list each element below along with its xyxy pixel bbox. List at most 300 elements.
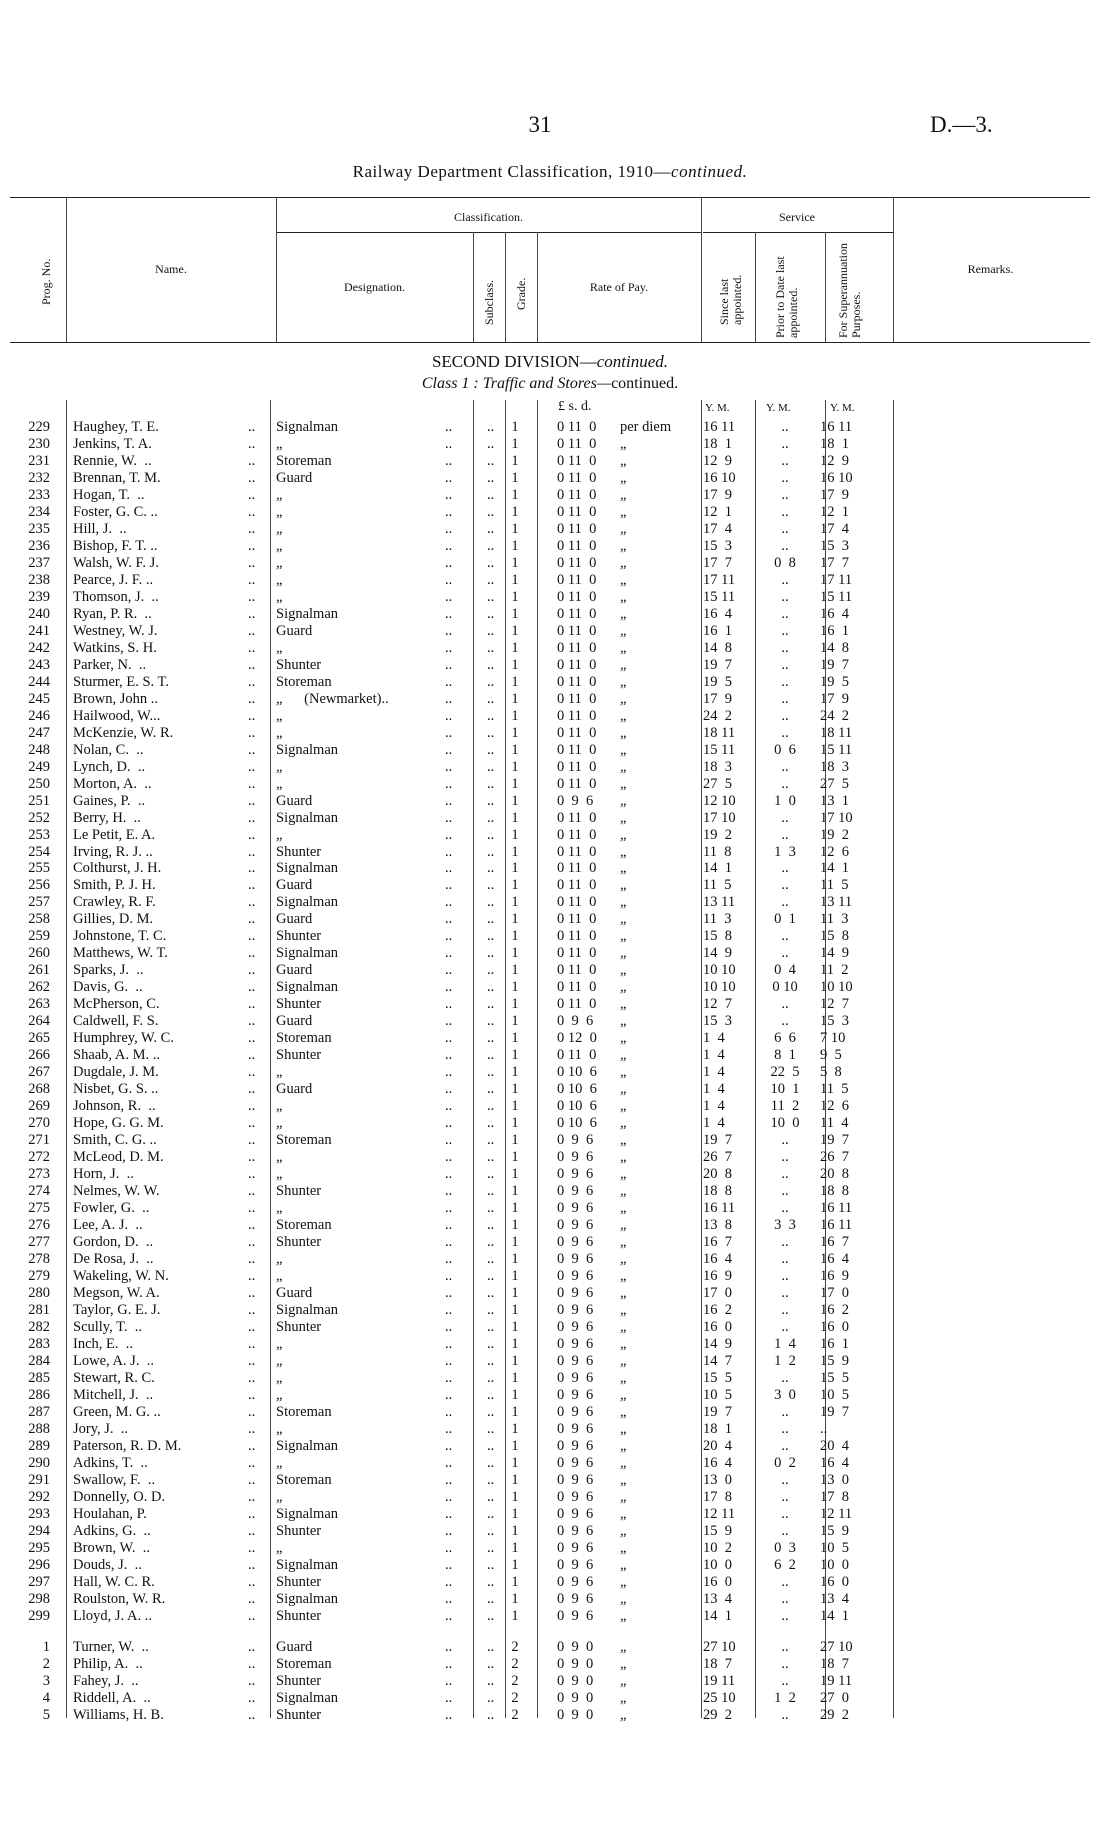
prog-no: 257 xyxy=(28,894,50,911)
rate-period: „ xyxy=(620,1505,627,1522)
employee-name: Roulston, W. R. xyxy=(73,1590,166,1607)
leader-dots: .. xyxy=(248,1706,256,1723)
rate-period: „ xyxy=(620,1454,627,1471)
employee-name: Johnson, R. .. xyxy=(73,1098,156,1115)
prior-to-date: .. xyxy=(781,1318,789,1335)
leader-dots: .. xyxy=(248,1638,256,1655)
since-last-appointed: 12 7 xyxy=(703,996,732,1013)
since-last-appointed: 15 11 xyxy=(703,741,736,758)
grade: 2 xyxy=(511,1706,519,1723)
leader-dots: .. xyxy=(248,1047,256,1064)
superannuation: 17 4 xyxy=(820,520,849,537)
leader-dots: .. xyxy=(248,724,256,741)
since-last-appointed: 16 11 xyxy=(703,1200,736,1217)
since-last-appointed: 17 4 xyxy=(703,520,732,537)
since-last-appointed: 15 3 xyxy=(703,537,732,554)
prior-to-date: 0 2 xyxy=(774,1454,796,1471)
since-last-appointed: 11 5 xyxy=(703,877,732,894)
rate-of-pay: 0 10 6 xyxy=(557,1098,597,1115)
header-super-text: For Superannuation Purposes. xyxy=(836,243,863,338)
employee-name: Turner, W. .. xyxy=(73,1638,149,1655)
rate-of-pay: 0 9 6 xyxy=(557,1132,594,1149)
designation: Signalman xyxy=(276,605,339,622)
grade: 1 xyxy=(511,639,519,656)
grade: 1 xyxy=(511,894,519,911)
designation: Guard xyxy=(276,877,313,894)
leader-dots: .. xyxy=(487,792,495,809)
grade: 1 xyxy=(511,860,519,877)
rate-of-pay: 0 10 6 xyxy=(557,1081,597,1098)
since-last-appointed: 17 0 xyxy=(703,1284,732,1301)
grade: 1 xyxy=(511,1098,519,1115)
leader-dots: .. xyxy=(445,1573,453,1590)
since-last-appointed: 16 4 xyxy=(703,605,732,622)
rate-of-pay: 0 10 6 xyxy=(557,1115,597,1132)
rate-of-pay: 0 9 6 xyxy=(557,1234,594,1251)
table-row xyxy=(0,1472,1100,1489)
leader-dots: .. xyxy=(248,1081,256,1098)
leader-dots: .. xyxy=(248,1301,256,1318)
rate-of-pay: 0 11 0 xyxy=(557,945,597,962)
since-last-appointed: 18 3 xyxy=(703,758,732,775)
designation: Shunter xyxy=(276,996,322,1013)
divider-subclass xyxy=(505,232,506,342)
rate-of-pay: 0 11 0 xyxy=(557,894,597,911)
designation: Signalman xyxy=(276,894,339,911)
prog-no: 278 xyxy=(28,1251,50,1268)
table-row xyxy=(0,1319,1100,1336)
prog-no: 259 xyxy=(28,928,50,945)
designation: Shunter xyxy=(276,1573,322,1590)
leader-dots: .. xyxy=(445,1268,453,1284)
prior-to-date: .. xyxy=(781,571,789,588)
designation: Shunter xyxy=(276,1706,322,1723)
grade: 1 xyxy=(511,843,519,860)
designation: Shunter xyxy=(276,1318,322,1335)
leader-dots: .. xyxy=(487,707,495,724)
leader-dots: .. xyxy=(445,673,453,690)
rate-of-pay: 0 11 0 xyxy=(557,520,597,537)
class-name: Traffic and Stores— xyxy=(482,375,612,392)
leader-dots: .. xyxy=(445,1638,453,1655)
leader-dots: .. xyxy=(487,1149,495,1166)
designation: Shunter xyxy=(276,1234,322,1251)
superannuation: 19 5 xyxy=(820,673,849,690)
grade: 1 xyxy=(511,1607,519,1624)
leader-dots: .. xyxy=(445,894,453,911)
prog-no: 4 xyxy=(42,1689,50,1706)
employee-name: Taylor, G. E. J. xyxy=(73,1301,161,1318)
table-row xyxy=(0,1183,1100,1200)
since-last-appointed: 12 11 xyxy=(703,1505,736,1522)
prog-no: 298 xyxy=(28,1590,50,1607)
prog-no: 270 xyxy=(28,1115,50,1132)
prog-no: 232 xyxy=(28,469,50,486)
leader-dots: .. xyxy=(248,554,256,571)
since-last-appointed: 15 11 xyxy=(703,588,736,605)
designation: „ xyxy=(276,724,283,741)
prior-to-date: .. xyxy=(781,452,789,469)
leader-dots: .. xyxy=(248,1318,256,1335)
prior-to-date: .. xyxy=(781,826,789,843)
prior-to-date: .. xyxy=(781,1505,789,1522)
rate-period: „ xyxy=(620,1284,627,1301)
employee-name: Sparks, J. .. xyxy=(73,962,144,979)
designation: Guard xyxy=(276,1081,313,1098)
superannuation: 19 11 xyxy=(820,1672,853,1689)
employee-name: Paterson, R. D. M. xyxy=(73,1437,182,1454)
superannuation: 10 0 xyxy=(820,1556,849,1573)
grade: 1 xyxy=(511,945,519,962)
leader-dots: .. xyxy=(248,1488,256,1505)
leader-dots: .. xyxy=(445,1454,453,1471)
leader-dots: .. xyxy=(248,452,256,469)
table-row xyxy=(0,1591,1100,1608)
table-row xyxy=(0,657,1100,674)
rate-of-pay: 0 9 6 xyxy=(557,1369,594,1386)
table-row xyxy=(0,572,1100,589)
superannuation: 18 8 xyxy=(820,1183,849,1200)
designation: „ xyxy=(276,571,283,588)
rate-of-pay: 0 9 6 xyxy=(557,1590,594,1607)
prior-to-date: .. xyxy=(781,1706,789,1723)
leader-dots: .. xyxy=(487,1386,495,1403)
designation: „ xyxy=(276,758,283,775)
leader-dots: .. xyxy=(487,724,495,741)
leader-dots: .. xyxy=(487,588,495,605)
leader-dots: .. xyxy=(487,1234,495,1251)
employee-name: Lee, A. J. .. xyxy=(73,1217,143,1234)
leader-dots: .. xyxy=(487,894,495,911)
prog-no: 233 xyxy=(28,486,50,503)
rate-of-pay: 0 11 0 xyxy=(557,911,597,928)
since-last-appointed: 10 2 xyxy=(703,1539,732,1556)
superannuation: 16 4 xyxy=(820,1251,849,1268)
superannuation: 15 3 xyxy=(820,1013,849,1030)
designation: „ xyxy=(276,1268,283,1284)
table-title-main: Railway Department Classification, 1910— xyxy=(352,162,672,181)
table-row xyxy=(0,860,1100,877)
leader-dots: .. xyxy=(487,1706,495,1723)
leader-dots: .. xyxy=(487,622,495,639)
designation: Guard xyxy=(276,1284,313,1301)
prior-to-date: .. xyxy=(781,1132,789,1149)
leader-dots: .. xyxy=(445,1386,453,1403)
designation: Guard xyxy=(276,792,313,809)
leader-dots: .. xyxy=(445,452,453,469)
prog-no: 249 xyxy=(28,758,50,775)
leader-dots: .. xyxy=(487,775,495,792)
leader-dots: .. xyxy=(248,1284,256,1301)
prog-no: 3 xyxy=(42,1672,50,1689)
since-last-appointed: 14 7 xyxy=(703,1352,732,1369)
rate-period: „ xyxy=(620,1689,627,1706)
table-row xyxy=(0,1707,1100,1724)
rate-period: „ xyxy=(620,860,627,877)
employee-name: Horn, J. .. xyxy=(73,1166,134,1183)
rate-period: „ xyxy=(620,877,627,894)
designation: „ xyxy=(276,826,283,843)
rate-of-pay: 0 9 6 xyxy=(557,1573,594,1590)
rate-of-pay: 0 9 6 xyxy=(557,1183,594,1200)
table-row xyxy=(0,759,1100,776)
rate-period: „ xyxy=(620,1081,627,1098)
table-row xyxy=(0,1438,1100,1455)
designation: Storeman xyxy=(276,1655,332,1672)
rate-period: „ xyxy=(620,1013,627,1030)
table-row xyxy=(0,487,1100,504)
rate-of-pay: 0 9 6 xyxy=(557,1268,594,1284)
prog-no: 2 xyxy=(42,1655,50,1672)
prior-to-date: .. xyxy=(781,1149,789,1166)
leader-dots: .. xyxy=(445,809,453,826)
grade: 1 xyxy=(511,826,519,843)
superannuation: 13 0 xyxy=(820,1471,849,1488)
superannuation: 19 7 xyxy=(820,656,849,673)
leader-dots: .. xyxy=(487,1098,495,1115)
leader-dots: .. xyxy=(487,673,495,690)
leader-dots: .. xyxy=(248,792,256,809)
prior-to-date: .. xyxy=(781,673,789,690)
prog-no: 294 xyxy=(28,1522,50,1539)
leader-dots: .. xyxy=(248,1132,256,1149)
leader-dots: .. xyxy=(445,1030,453,1047)
leader-dots: .. xyxy=(445,588,453,605)
prior-to-date: .. xyxy=(781,1200,789,1217)
leader-dots: .. xyxy=(487,758,495,775)
leader-dots: .. xyxy=(248,537,256,554)
table-row xyxy=(0,776,1100,793)
leader-dots: .. xyxy=(248,419,256,435)
rate-period: „ xyxy=(620,826,627,843)
rate-of-pay: 0 9 6 xyxy=(557,1420,594,1437)
employee-name: Berry, H. .. xyxy=(73,809,141,826)
prog-no: 289 xyxy=(28,1437,50,1454)
rate-of-pay: 0 9 6 xyxy=(557,1200,594,1217)
employee-name: Brown, John .. xyxy=(73,690,158,707)
leader-dots: .. xyxy=(248,1268,256,1284)
leader-dots: .. xyxy=(248,639,256,656)
leader-dots: .. xyxy=(487,554,495,571)
prior-to-date: .. xyxy=(781,588,789,605)
rate-of-pay: 0 11 0 xyxy=(557,843,597,860)
designation: „ xyxy=(276,1200,283,1217)
leader-dots: .. xyxy=(487,1454,495,1471)
leader-dots: .. xyxy=(487,1081,495,1098)
superannuation: 11 4 xyxy=(820,1115,849,1132)
rate-of-pay: 0 11 0 xyxy=(557,588,597,605)
header-rate-of-pay: Rate of Pay. xyxy=(589,280,649,294)
since-last-appointed: 15 8 xyxy=(703,928,732,945)
prog-no: 260 xyxy=(28,945,50,962)
employee-name: Caldwell, F. S. xyxy=(73,1013,159,1030)
leader-dots: .. xyxy=(487,1284,495,1301)
leader-dots: .. xyxy=(445,1081,453,1098)
employee-name: Dugdale, J. M. xyxy=(73,1064,159,1081)
grade: 1 xyxy=(511,520,519,537)
superannuation: 11 3 xyxy=(820,911,849,928)
table-row xyxy=(0,453,1100,470)
prior-to-date: .. xyxy=(781,775,789,792)
prog-no: 235 xyxy=(28,520,50,537)
rate-of-pay: 0 9 6 xyxy=(557,1335,594,1352)
since-last-appointed: 25 10 xyxy=(703,1689,736,1706)
designation: Signalman xyxy=(276,419,339,435)
rate-of-pay: 0 11 0 xyxy=(557,605,597,622)
designation: Signalman xyxy=(276,1556,339,1573)
prog-no: 242 xyxy=(28,639,50,656)
leader-dots: .. xyxy=(445,1689,453,1706)
table-row xyxy=(0,1455,1100,1472)
since-last-appointed: 19 11 xyxy=(703,1672,736,1689)
since-last-appointed: 17 9 xyxy=(703,486,732,503)
employee-name: Wakeling, W. N. xyxy=(73,1268,169,1284)
employee-name: Lynch, D. .. xyxy=(73,758,146,775)
prog-no: 245 xyxy=(28,690,50,707)
leader-dots: .. xyxy=(487,1268,495,1284)
leader-dots: .. xyxy=(487,741,495,758)
designation: „ xyxy=(276,588,283,605)
prog-no: 272 xyxy=(28,1149,50,1166)
leader-dots: .. xyxy=(248,1335,256,1352)
table-row xyxy=(0,1081,1100,1098)
employee-name: Mitchell, J. .. xyxy=(73,1386,154,1403)
since-last-appointed: 18 1 xyxy=(703,435,732,452)
superannuation: 15 11 xyxy=(820,741,853,758)
superannuation: 15 5 xyxy=(820,1369,849,1386)
table-row xyxy=(0,996,1100,1013)
since-last-appointed: 18 1 xyxy=(703,1420,732,1437)
since-last-appointed: 26 7 xyxy=(703,1149,732,1166)
leader-dots: .. xyxy=(487,469,495,486)
rate-of-pay: 0 11 0 xyxy=(557,724,597,741)
leader-dots: .. xyxy=(248,996,256,1013)
employee-name: Gaines, P. .. xyxy=(73,792,146,809)
header-prior-text: Prior to Date last appointed. xyxy=(773,256,800,338)
leader-dots: .. xyxy=(248,622,256,639)
rate-period: „ xyxy=(620,741,627,758)
rate-of-pay: 0 11 0 xyxy=(557,656,597,673)
table-row xyxy=(0,1574,1100,1591)
units-since: Y. M. xyxy=(705,402,730,414)
rate-period: „ xyxy=(620,1706,627,1723)
prior-to-date: 3 0 xyxy=(774,1386,796,1403)
leader-dots: .. xyxy=(248,1386,256,1403)
table-row xyxy=(0,1115,1100,1132)
designation: Storeman xyxy=(276,673,332,690)
table-row xyxy=(0,1302,1100,1319)
superannuation: 27 0 xyxy=(820,1689,849,1706)
since-last-appointed: 19 2 xyxy=(703,826,732,843)
employee-name: Shaab, A. M. .. xyxy=(73,1047,160,1064)
grade: 1 xyxy=(511,792,519,809)
leader-dots: .. xyxy=(248,1064,256,1081)
prior-to-date: .. xyxy=(781,1183,789,1200)
rate-of-pay: 0 9 6 xyxy=(557,1471,594,1488)
rate-of-pay: 0 11 0 xyxy=(557,419,597,435)
since-last-appointed: 16 2 xyxy=(703,1301,732,1318)
grade: 1 xyxy=(511,588,519,605)
leader-dots: .. xyxy=(487,486,495,503)
grade: 1 xyxy=(511,1539,519,1556)
rate-period: „ xyxy=(620,1217,627,1234)
employee-name: Bishop, F. T. .. xyxy=(73,537,158,554)
prog-no: 234 xyxy=(28,503,50,520)
superannuation: 17 9 xyxy=(820,486,849,503)
rate-period: „ xyxy=(620,1437,627,1454)
since-last-appointed: 1 4 xyxy=(703,1115,725,1132)
prior-to-date: .. xyxy=(781,419,789,435)
grade: 1 xyxy=(511,452,519,469)
grade: 1 xyxy=(511,1301,519,1318)
rate-of-pay: 0 11 0 xyxy=(557,1047,597,1064)
rate-of-pay: 0 9 0 xyxy=(557,1689,594,1706)
grade: 1 xyxy=(511,1522,519,1539)
leader-dots: .. xyxy=(445,1064,453,1081)
table-row xyxy=(0,436,1100,453)
rate-of-pay: 0 11 0 xyxy=(557,452,597,469)
employee-name: Riddell, A. .. xyxy=(73,1689,151,1706)
leader-dots: .. xyxy=(248,435,256,452)
since-last-appointed: 16 0 xyxy=(703,1318,732,1335)
superannuation: 7 10 xyxy=(820,1030,846,1047)
since-last-appointed: 11 8 xyxy=(703,843,732,860)
employee-name: Pearce, J. F. .. xyxy=(73,571,154,588)
leader-dots: .. xyxy=(445,1590,453,1607)
table-row xyxy=(0,674,1100,691)
leader-dots: .. xyxy=(445,656,453,673)
since-last-appointed: 15 5 xyxy=(703,1369,732,1386)
prog-no: 231 xyxy=(28,452,50,469)
employee-name: Adkins, G. .. xyxy=(73,1522,151,1539)
leader-dots: .. xyxy=(248,1183,256,1200)
employee-name: Nelmes, W. W. xyxy=(73,1183,160,1200)
prog-no: 295 xyxy=(28,1539,50,1556)
leader-dots: .. xyxy=(248,860,256,877)
designation: Shunter xyxy=(276,843,322,860)
employee-name: Ryan, P. R. .. xyxy=(73,605,152,622)
leader-dots: .. xyxy=(487,1672,495,1689)
leader-dots: .. xyxy=(248,945,256,962)
since-last-appointed: 16 4 xyxy=(703,1251,732,1268)
prior-to-date: 0 6 xyxy=(774,741,796,758)
table-row xyxy=(0,827,1100,844)
rate-period: „ xyxy=(620,792,627,809)
leader-dots: .. xyxy=(487,1047,495,1064)
designation: „ xyxy=(276,554,283,571)
leader-dots: .. xyxy=(487,520,495,537)
superannuation: 12 11 xyxy=(820,1505,853,1522)
designation: Storeman xyxy=(276,1471,332,1488)
employee-name: Thomson, J. .. xyxy=(73,588,159,605)
superannuation: 12 9 xyxy=(820,452,849,469)
since-last-appointed: 20 4 xyxy=(703,1437,732,1454)
grade: 1 xyxy=(511,1420,519,1437)
leader-dots: .. xyxy=(445,1318,453,1335)
rate-of-pay: 0 9 6 xyxy=(557,1217,594,1234)
rate-of-pay: 0 9 6 xyxy=(557,1284,594,1301)
leader-dots: .. xyxy=(445,1539,453,1556)
leader-dots: .. xyxy=(487,1505,495,1522)
rate-of-pay: 0 9 6 xyxy=(557,1251,594,1268)
leader-dots: .. xyxy=(248,1251,256,1268)
designation: Shunter xyxy=(276,1607,322,1624)
leader-dots: .. xyxy=(445,996,453,1013)
grade: 1 xyxy=(511,809,519,826)
designation: „ xyxy=(276,1352,283,1369)
prog-no: 254 xyxy=(28,843,50,860)
employee-name: Hailwood, W... xyxy=(73,707,161,724)
